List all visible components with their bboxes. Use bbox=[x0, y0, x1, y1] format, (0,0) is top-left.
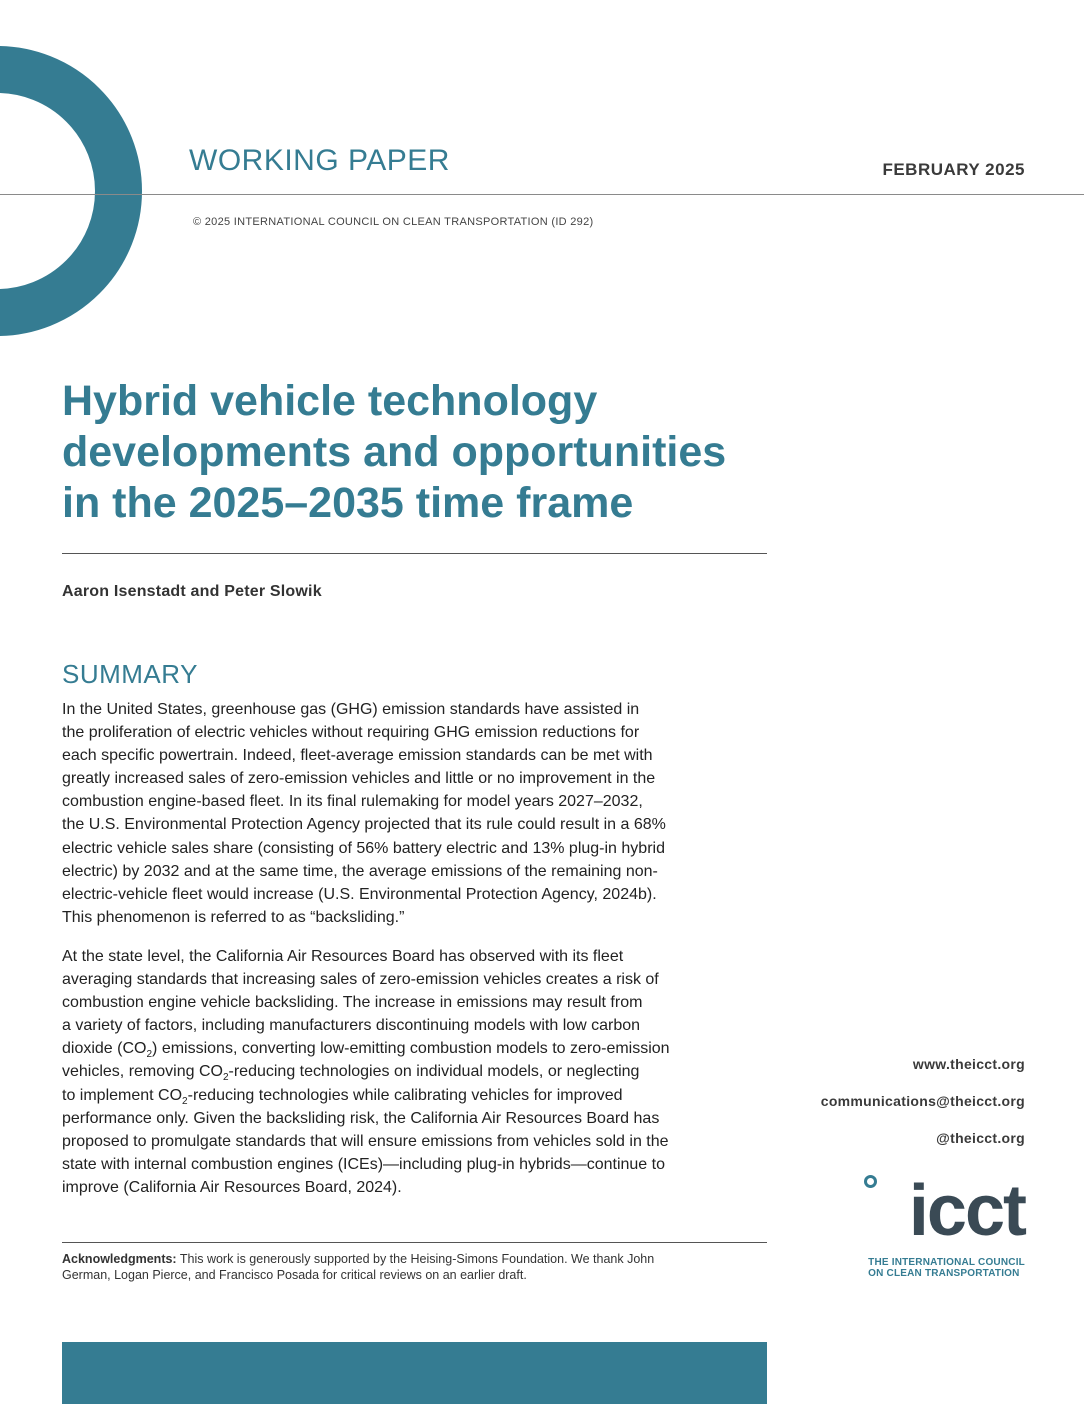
text-line: the proliferation of electric vehicles without requiring GHG emission reductions for bbox=[62, 724, 640, 742]
acknowledgments bbox=[62, 1252, 767, 1283]
title-line: Hybrid vehicle technology bbox=[62, 377, 598, 425]
summary-paragraph-2 bbox=[62, 945, 767, 1199]
text-line: averaging standards that increasing sales of zero-emission vehicles creates a risk of bbox=[62, 971, 659, 989]
copyright-notice: © 2025 INTERNATIONAL COUNCIL ON CLEAN TRANSPORTATION (ID 292) bbox=[193, 216, 594, 228]
subscript: 2 bbox=[182, 1095, 188, 1107]
subscript: 2 bbox=[146, 1049, 153, 1061]
header-divider bbox=[0, 194, 1084, 195]
text-line: combustion engine vehicle backsliding. The increase in emissions may result from bbox=[62, 994, 643, 1012]
title-line: developments and opportunities bbox=[62, 428, 727, 476]
subscript: 2 bbox=[222, 1072, 229, 1084]
text-line: a variety of factors, including manufacturers discontinuing models with low carbon bbox=[62, 1017, 641, 1035]
text-fragment: dioxide (CO bbox=[62, 1040, 147, 1058]
publication-date: FEBRUARY 2025 bbox=[882, 160, 1025, 179]
text-line: In the United States, greenhouse gas (GHG) emission standards have assisted in bbox=[62, 701, 640, 718]
acknowledgments-label: Acknowledgments: bbox=[62, 1252, 177, 1266]
logo-dot-icon bbox=[864, 1175, 877, 1188]
text-line: combustion engine-based fleet. In its final rulemaking for model years 2027–2032, bbox=[62, 793, 643, 811]
email-link[interactable]: communications@theicct.org bbox=[820, 1093, 1025, 1109]
website-link[interactable]: www.theicct.org bbox=[912, 1056, 1025, 1072]
acknowledgments-divider bbox=[62, 1242, 767, 1243]
text-line: electric vehicle sales share (consisting of 56% battery electric and 13% plug-in hybrid bbox=[62, 839, 665, 857]
text-line: This phenomenon is referred to as “backsliding.” bbox=[62, 908, 405, 926]
footer-bar bbox=[62, 1342, 767, 1404]
icct-logo-wordmark: icct bbox=[908, 1171, 1025, 1251]
text-fragment: -reducing technologies while calibrating vehicles for improved bbox=[187, 1086, 623, 1104]
decorative-ring bbox=[0, 46, 142, 336]
text-line: state with internal combustion engines (ICEs)—including plug-in hybrids—continue to bbox=[62, 1155, 665, 1173]
document-type: WORKING PAPER bbox=[189, 144, 450, 177]
summary-heading: SUMMARY bbox=[62, 659, 198, 689]
text-line: improve (California Air Resources Board, 2024). bbox=[62, 1178, 402, 1196]
text-line: electric) by 2032 and at the same time, the average emissions of the remaining non- bbox=[62, 862, 658, 880]
text-fragment: to implement CO bbox=[62, 1086, 183, 1104]
text-line bbox=[62, 1084, 767, 1107]
logo-tagline-line: ON CLEAN TRANSPORTATION bbox=[868, 1268, 1020, 1279]
text-line: German, Logan Pierce, and Francisco Posada for critical reviews on an earlier draft. bbox=[62, 1267, 527, 1282]
logo-tagline-line: THE INTERNATIONAL COUNCIL bbox=[868, 1257, 1025, 1268]
text-line: At the state level, the California Air Resources Board has observed with its fleet bbox=[62, 948, 624, 965]
social-handle-link[interactable]: @theicct.org bbox=[936, 1130, 1025, 1146]
authors: Aaron Isenstadt and Peter Slowik bbox=[62, 583, 322, 600]
icct-logo-tagline bbox=[868, 1257, 1025, 1279]
text-line: the U.S. Environmental Protection Agency projected that its rule could result in a 68% bbox=[62, 816, 666, 834]
text-line: each specific powertrain. Indeed, fleet-average emission standards can be met with bbox=[62, 747, 653, 765]
paper-title bbox=[62, 376, 802, 529]
text-line bbox=[62, 1252, 767, 1268]
text-line bbox=[62, 1037, 767, 1060]
title-divider bbox=[62, 553, 767, 554]
text-line: greatly increased sales of zero-emission vehicles and little or no improvement in the bbox=[62, 770, 656, 788]
text-fragment: ) emissions, converting low-emitting combustion models to zero-emission bbox=[152, 1040, 670, 1058]
text-fragment: This work is generously supported by the Heising-Simons Foundation. We thank John bbox=[176, 1252, 655, 1266]
text-fragment: -reducing technologies on individual models, or neglecting bbox=[228, 1063, 640, 1081]
summary-paragraph-1 bbox=[62, 698, 767, 929]
text-line: proposed to promulgate standards that will ensure emissions from vehicles sold in the bbox=[62, 1132, 669, 1150]
text-fragment: vehicles, removing CO bbox=[62, 1063, 223, 1081]
text-line: performance only. Given the backsliding risk, the California Air Resources Board has bbox=[62, 1109, 660, 1127]
text-line: electric-vehicle fleet would increase (U.S. Environmental Protection Agency, 2024b). bbox=[62, 885, 657, 903]
title-line: in the 2025–2035 time frame bbox=[62, 479, 634, 527]
text-line bbox=[62, 1060, 767, 1083]
